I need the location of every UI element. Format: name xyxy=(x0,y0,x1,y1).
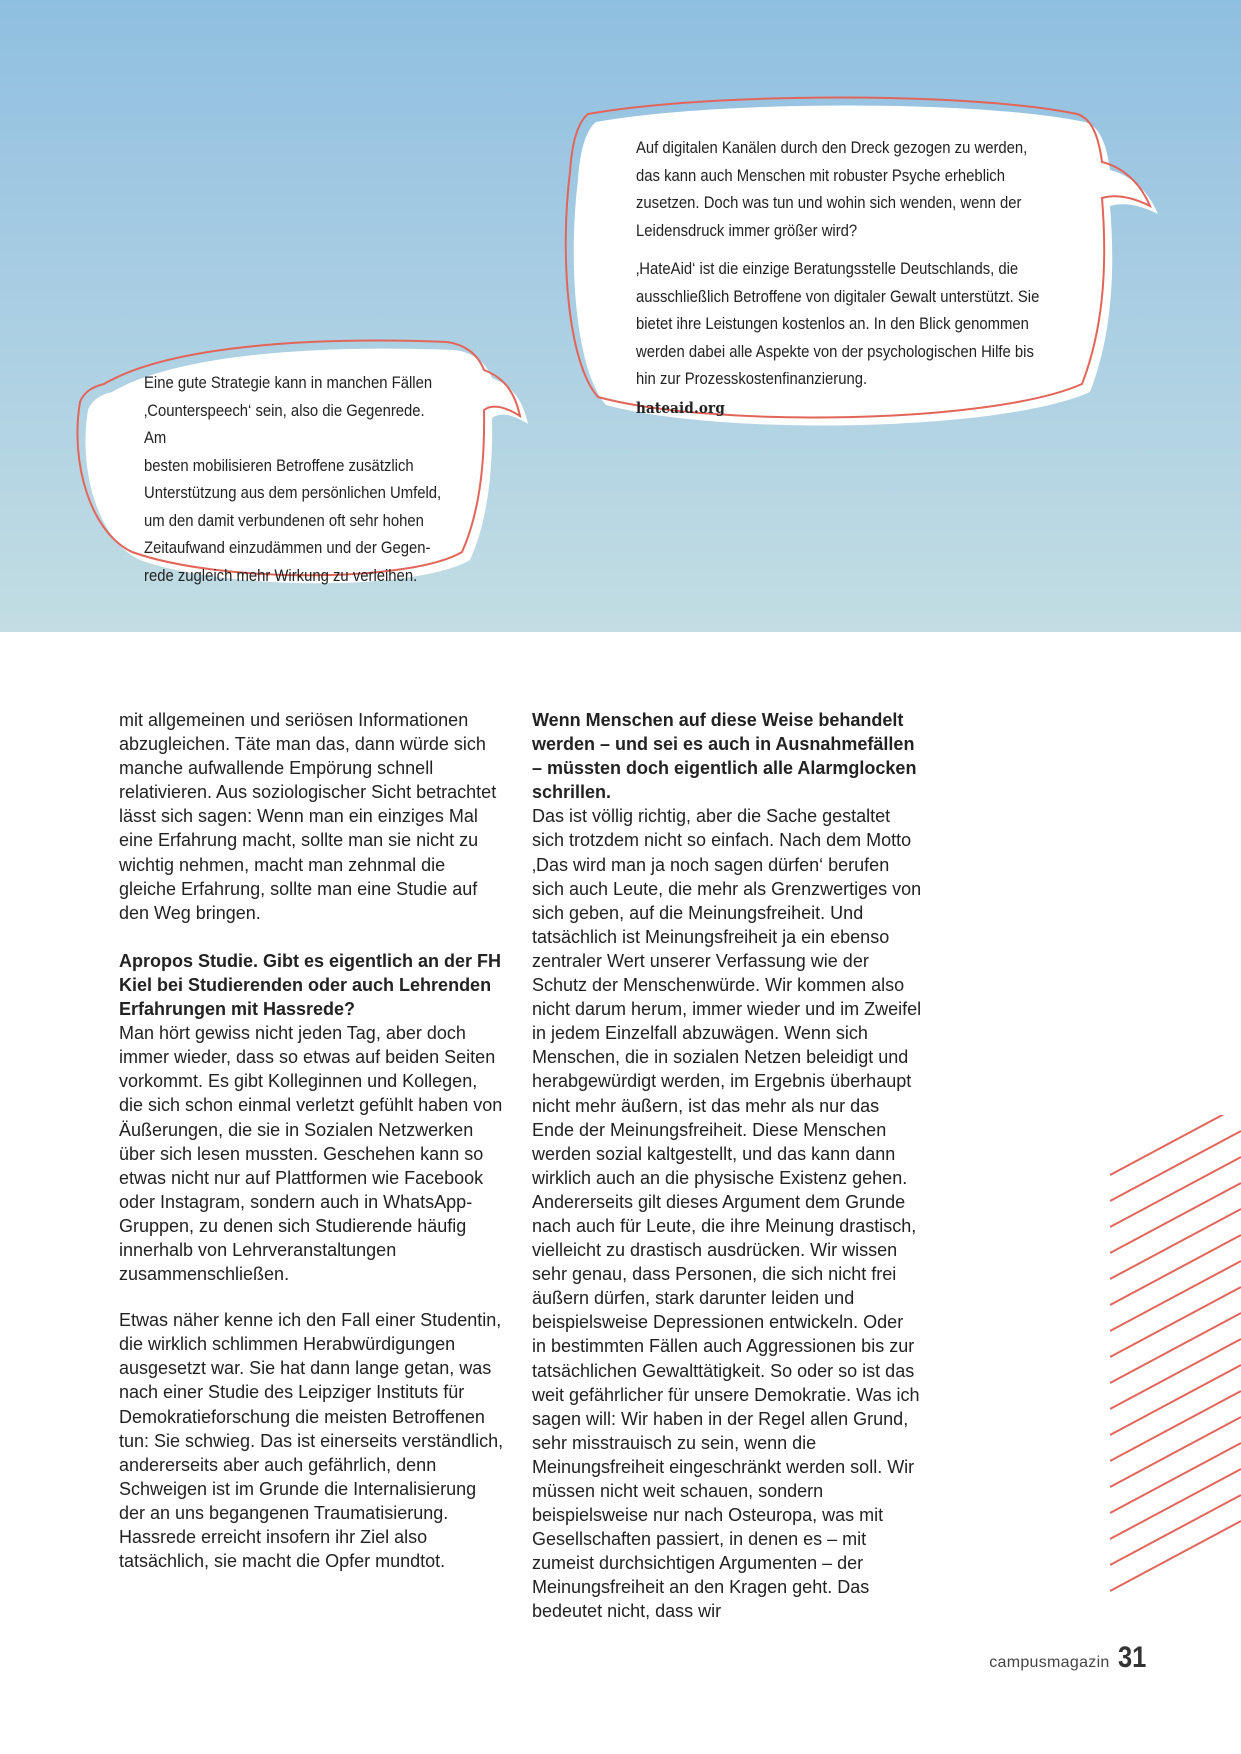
left-bubble-line: Eine gute Strategie kann in manchen Fällen xyxy=(144,374,433,392)
right-bubble-text xyxy=(636,135,1046,422)
left-bubble-line: Unterstützung aus dem persönlichen Umfeld, xyxy=(144,484,442,502)
left-bubble-line: rede zugleich mehr Wirkung zu verleihen. xyxy=(144,566,418,585)
left-bubble-line: um den damit verbundenen oft sehr hohen xyxy=(144,511,424,530)
right-text-column xyxy=(532,708,922,1624)
left-paragraph-1: mit allgemeinen und seriösen Informationen abzugleichen. Täte man das, dann würde sich manche aufwallende Empörung schnell relativieren. Aus soziologischer Sicht betrachtet lässt sich sagen: Wenn man ein einziges Mal eine Erfahrung macht, sollte man sie nicht zu wichtig nehmen, macht man zehnmal die gleiche Erfahrung, sollte man eine Studie auf den Weg bringen. xyxy=(119,710,497,923)
left-text-column xyxy=(119,708,504,1573)
interview-question-2: Wenn Menschen auf diese Weise behandelt werden – und sei es auch in Ausnahmefällen – müssten doch eigentlich alle Alarmglocken schrillen. xyxy=(532,710,917,803)
page-number: 31 xyxy=(1117,1641,1146,1674)
page-footer xyxy=(989,1641,1151,1675)
magazine-name: campusmagazin xyxy=(989,1654,1110,1671)
left-bubble-line: ‚Counterspeech‘ sein, also die Gegenrede. Am xyxy=(144,401,425,447)
left-bubble-line: Zeitaufwand einzudämmen und der Gegen- xyxy=(144,539,431,557)
right-paragraph-1: Das ist völlig richtig, aber die Sache gestaltet sich trotzdem nicht so einfach. Nach dem Motto ‚Das wird man ja noch sagen dürfen‘ berufen sich auch Leute, die mehr als Grenzwertiges von sich geben, auf die Meinungsfreiheit. Und tatsächlich ist Meinungsfreiheit ja ein ebenso zentraler Wert unserer Verfassung wie der Schutz der Menschenwürde. Wir kommen also nicht darum herum, immer wieder und im Zweifel in jedem Einzelfall abzuwägen. Wenn sich Menschen, die in sozialen Netzen beleidigt und herabgewürdigt werden, im Ergebnis überhaupt nicht mehr äußern, ist das mehr als nur das Ende der Meinungsfreiheit. Diese Menschen werden sozial kaltgestellt, und das kann dann wirklich auch an die physische Existenz gehen. Andererseits gilt dieses Argument dem Grunde nach auch für Leute, die ihre Meinung drastisch, vielleicht zu drastisch ausdrücken. Wir wissen sehr genau, dass Personen, die sich nicht frei äußern dürfen, stark darunter leiden und beispielsweise Depressionen entwickeln. Oder in bestimmten Fällen auch Aggressionen bis zur tatsächlichen Gewalttätigkeit. So oder so ist das weit gefährlicher für unsere Demokratie. Was ich sagen will: Wir haben in der Regel allen Grund, sehr misstrauisch zu sein, wenn die Meinungsfreiheit eingeschränkt werden soll. Wir müssen nicht weit schauen, sondern beispielsweise nur nach Osteuropa, was mit Gesellschaften passiert, in denen es – mit zumeist durchsichtigen Argumenten – der Meinungsfreiheit an den Kragen geht. Das bedeutet nicht, dass wir xyxy=(532,806,922,1622)
left-paragraph-2: Man hört gewiss nicht jeden Tag, aber doch immer wieder, dass so etwas auf beiden Seiten vorkommt. Es gibt Kolleginnen und Kollegen, die sich schon einmal verletzt gefühlt haben von Äußerungen, die sie in Sozialen Netzwerken über sich lesen mussten. Geschehen kann so etwas nicht nur auf Plattformen wie Facebook oder Instagram, sondern auch in WhatsApp-Gruppen, zu denen sich Studierende häufig innerhalb von Lehrveranstaltungen zusammenschließen. xyxy=(119,1023,503,1285)
left-paragraph-3: Etwas näher kenne ich den Fall einer Studentin, die wirklich schlimmen Herabwürdigungen ausgesetzt war. Sie hat dann lange getan, was nach einer Studie des Leipziger Instituts für Demokratieforschung die meisten Betroffenen tun: Sie schwieg. Das ist einerseits verständlich, andererseits aber auch gefährlich, denn Schweigen ist im Grunde die Internalisierung der an uns begangenen Traumatisierung. Hassrede erreicht insofern ihr Ziel also tatsächlich, sie macht die Opfer mundtot. xyxy=(119,1310,504,1572)
left-bubble-line: besten mobilisieren Betroffene zusätzlich xyxy=(144,456,414,475)
right-bubble-paragraph-2: ‚HateAid‘ ist die einzige Beratungsstelle Deutschlands, die ausschließlich Betroffene von digitaler Gewalt unterstützt. Sie bietet ihre Leistungen kostenlos an. In den Blick genommen werden dabei alle Aspekte von der psychologischen Hilfe bis hin zur Prozesskostenfinanzierung. xyxy=(636,260,1040,388)
diagonal-stripes-decoration xyxy=(1110,1115,1241,1605)
left-bubble-text xyxy=(144,370,446,590)
right-bubble-paragraph-1: Auf digitalen Kanälen durch den Dreck gezogen zu werden, das kann auch Menschen mit robuster Psyche erheblich zusetzen. Doch was tun und wohin sich wenden, wenn der Leidensdruck immer größer wird? xyxy=(636,139,1028,240)
interview-question-1: Apropos Studie. Gibt es eigentlich an der FH Kiel bei Studierenden oder auch Lehrenden Erfahrungen mit Hassrede? xyxy=(119,950,502,1020)
hateaid-link[interactable]: hateaid.org xyxy=(636,398,725,417)
